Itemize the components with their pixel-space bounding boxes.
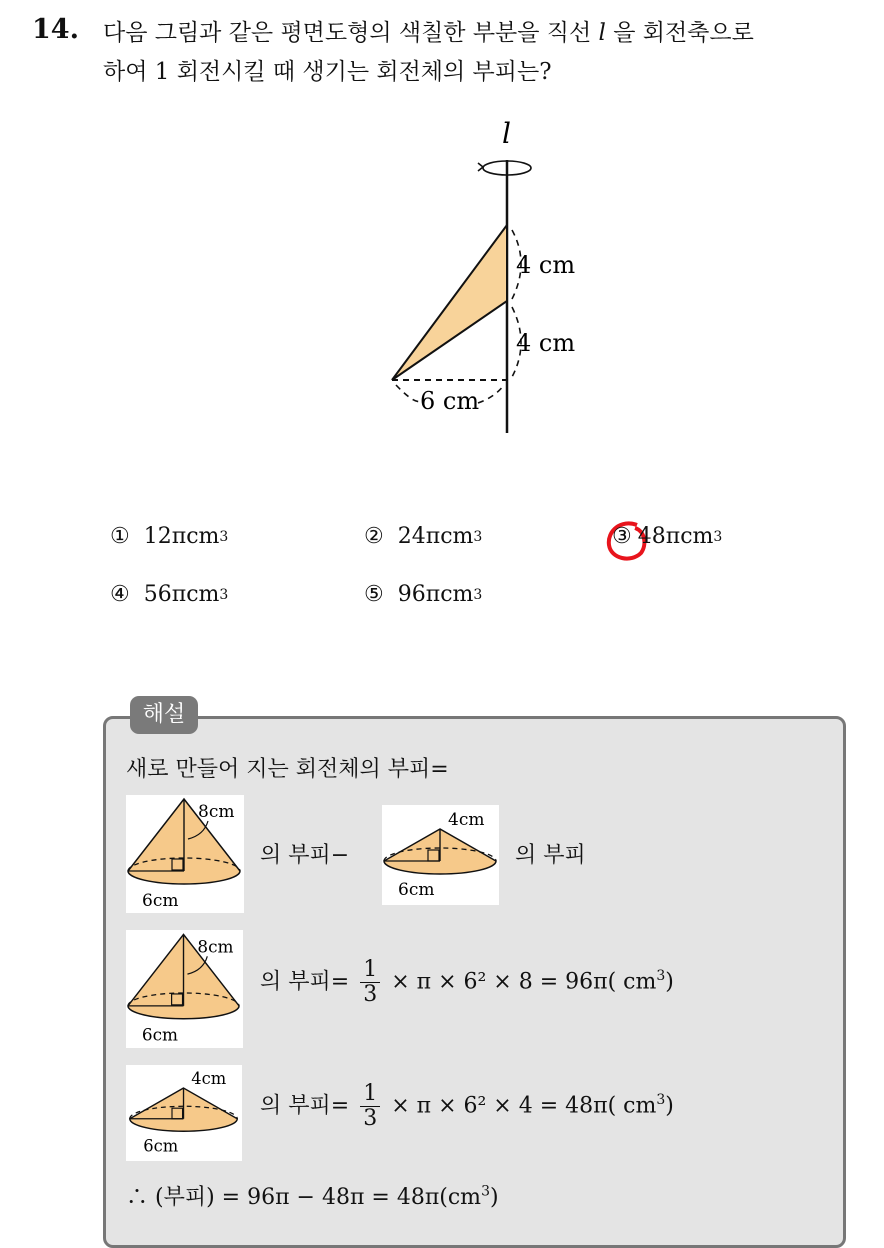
axis-label: l xyxy=(502,117,511,150)
dim-bottom-label: 4 cm xyxy=(516,329,576,357)
choice-4-exp: 3 xyxy=(219,586,229,603)
row2-exp: 3 xyxy=(656,968,666,985)
choice-1-value: 12πcm xyxy=(143,524,220,549)
conclusion-text: ∴ (부피) = 96π − 48π = 48π(cm xyxy=(126,1185,482,1210)
choice-3-exp: 3 xyxy=(713,528,723,545)
row1-mid-text: 의 부피− xyxy=(260,843,350,868)
small-cone-thumb-2 xyxy=(126,1065,242,1161)
big-cone-height-label: 8cm xyxy=(198,802,235,822)
small-cone-height-label: 4cm xyxy=(448,810,485,830)
axis-variable: l xyxy=(598,20,606,46)
big-cone-radius-label-2: 6cm xyxy=(141,1024,178,1045)
row3-denominator: 3 xyxy=(363,1106,378,1131)
choice-2-mark: ② xyxy=(364,524,384,549)
row2-expression: × π × 6² × 8 = 96π( cm xyxy=(391,969,657,995)
big-cone-radius-label: 6cm xyxy=(142,891,179,911)
choice-1-exp: 3 xyxy=(219,528,229,545)
explanation-tag: 해설 xyxy=(130,696,198,734)
choice-3-mark: ③ xyxy=(612,524,632,549)
row2-formula xyxy=(260,958,674,1007)
choice-2[interactable] xyxy=(364,524,482,549)
big-cone-thumb-1 xyxy=(126,795,244,913)
question-text-line2: 하여 1 회전시킬 때 생기는 회전체의 부피는? xyxy=(103,59,552,85)
small-cone-radius-label: 6cm xyxy=(398,880,435,900)
choice-5-mark: ⑤ xyxy=(364,582,384,607)
big-cone-thumb-2 xyxy=(126,930,243,1048)
explanation-intro: 새로 만들어 지는 회전체의 부피= xyxy=(126,757,449,782)
choice-5-exp: 3 xyxy=(473,586,483,603)
rotation-figure xyxy=(380,115,580,440)
row3-expression: × π × 6² × 4 = 48π( cm xyxy=(391,1093,657,1119)
question-text-part1: 다음 그림과 같은 평면도형의 색칠한 부분을 직선 xyxy=(103,20,599,46)
small-cone-height-label-2: 4cm xyxy=(191,1069,227,1089)
dim-top-label: 4 cm xyxy=(516,251,576,279)
choice-4-value: 56πcm xyxy=(143,582,220,607)
row2-fraction xyxy=(360,958,380,1007)
question-text xyxy=(103,14,873,92)
row3-numerator: 1 xyxy=(360,1082,380,1107)
choice-5[interactable] xyxy=(364,582,482,607)
row3-exp: 3 xyxy=(656,1092,666,1109)
row2-prefix: 의 부피= xyxy=(260,969,350,995)
row3-prefix: 의 부피= xyxy=(260,1093,350,1119)
conclusion-close: ) xyxy=(489,1185,499,1210)
big-cone-height-label-2: 8cm xyxy=(197,936,234,957)
conclusion-exp: 3 xyxy=(481,1183,490,1200)
choice-4[interactable] xyxy=(110,582,228,607)
dim-base-label: 6 cm xyxy=(420,387,480,415)
choice-1-mark: ① xyxy=(110,524,130,549)
row3-fraction xyxy=(360,1082,380,1131)
choice-3[interactable] xyxy=(612,524,722,549)
row2-numerator: 1 xyxy=(360,958,380,983)
row2-denominator: 3 xyxy=(363,982,378,1007)
choice-5-value: 96πcm xyxy=(397,582,474,607)
shaded-triangle xyxy=(392,225,507,380)
question-number: 14. xyxy=(32,14,79,45)
small-cone-radius-label-2: 6cm xyxy=(143,1136,179,1156)
row2-close: ) xyxy=(665,969,674,995)
choice-2-value: 24πcm xyxy=(397,524,474,549)
choice-3-value: 48πcm xyxy=(637,524,714,549)
row3-formula xyxy=(260,1082,674,1131)
row3-close: ) xyxy=(665,1093,674,1119)
row1-end-text: 의 부피 xyxy=(515,843,586,868)
conclusion xyxy=(126,1180,499,1211)
choice-2-exp: 3 xyxy=(473,528,483,545)
question-text-part2: 을 회전축으로 xyxy=(605,20,754,46)
small-cone-thumb-1 xyxy=(382,805,499,905)
choice-1[interactable] xyxy=(110,524,228,549)
choice-4-mark: ④ xyxy=(110,582,130,607)
